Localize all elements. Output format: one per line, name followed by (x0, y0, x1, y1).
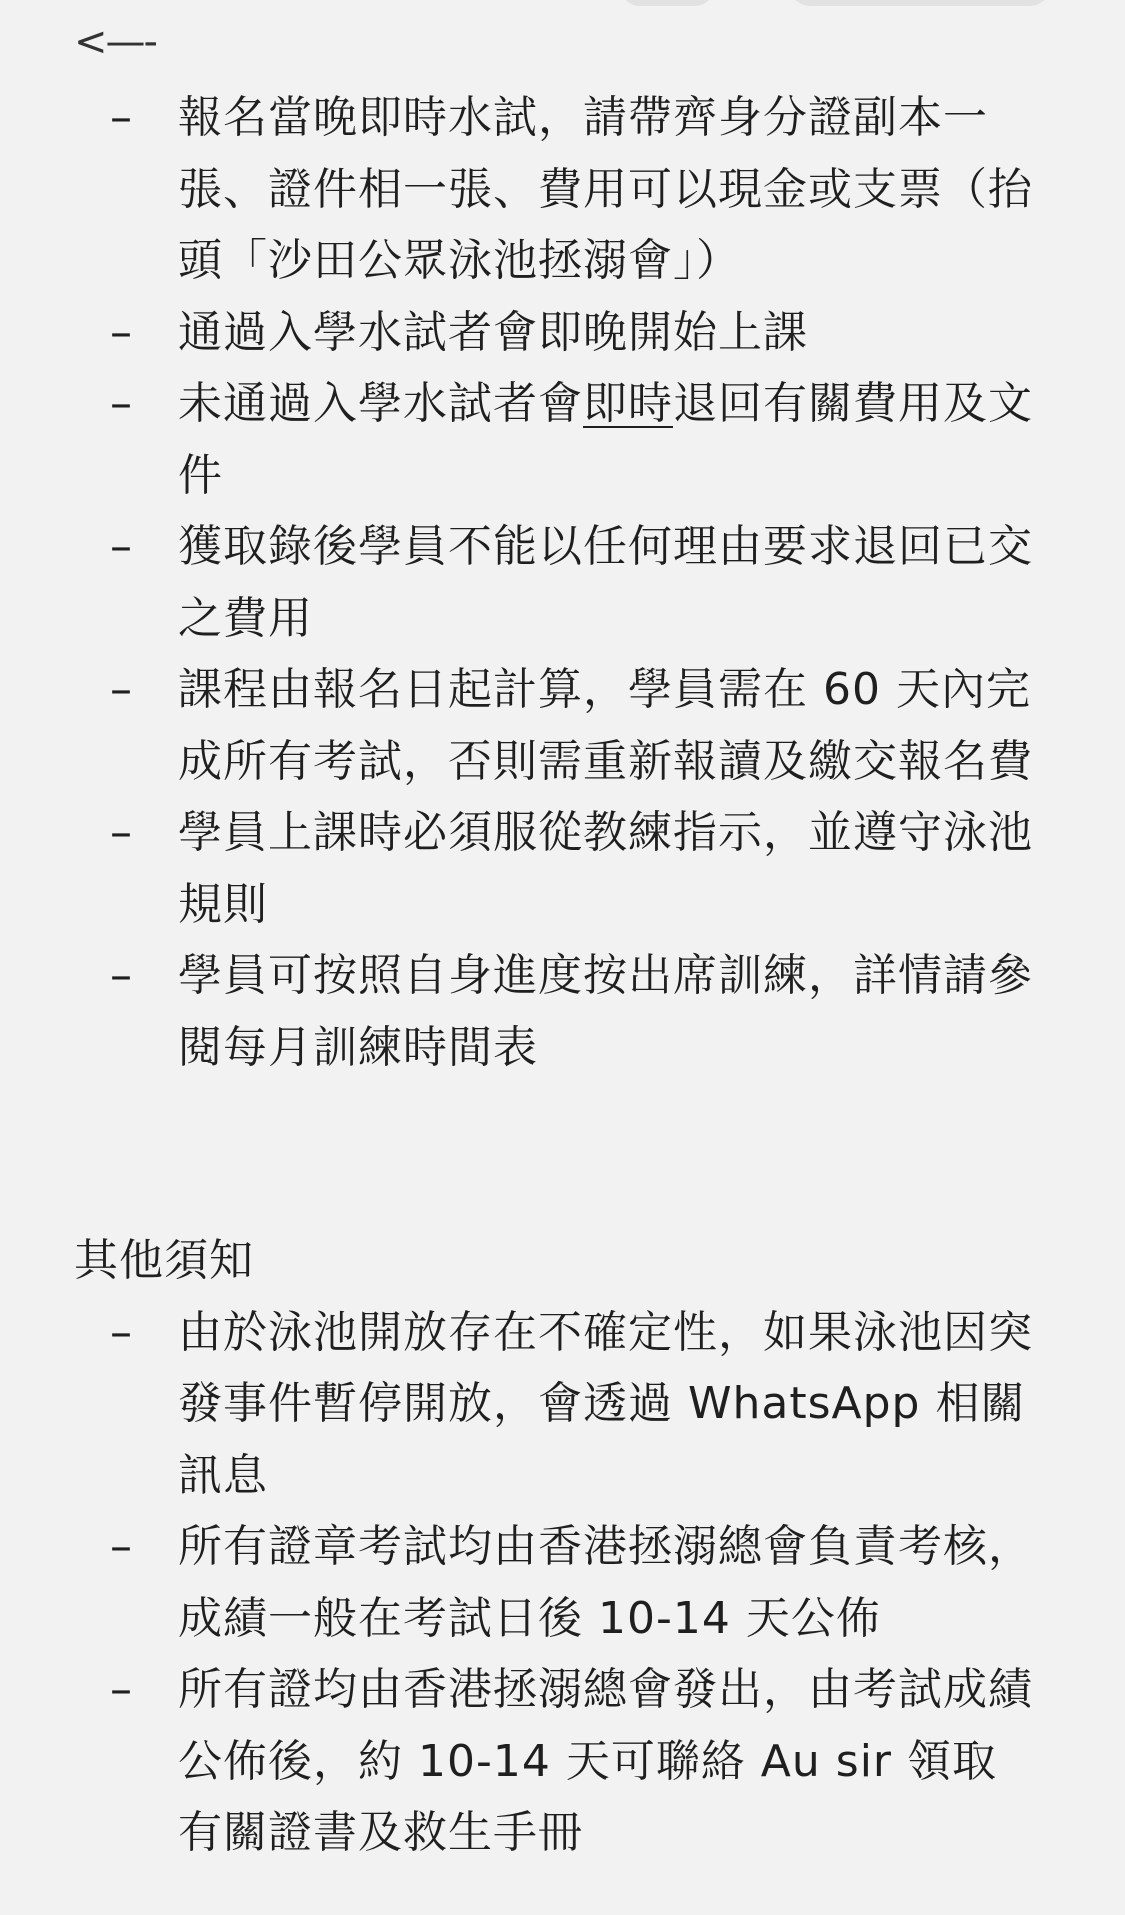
dash-bullet: – (110, 378, 133, 429)
collapse-arrow-icon[interactable]: <—- (74, 19, 156, 65)
dash-bullet: – (110, 521, 133, 572)
list-item-text: 學員上課時必須服從教練指示，並遵守泳池規則 (178, 807, 1033, 930)
blank-line (0, 1083, 1125, 1154)
dash-bullet: – (110, 1664, 133, 1715)
list-item (0, 1297, 1125, 1512)
list-item-text: 通過入學水試者會即晚開始上課 (178, 306, 808, 358)
list-item-text: 獲取錄後學員不能以任何理由要求退回已交之費用 (178, 521, 1033, 644)
dash-bullet: – (110, 1306, 133, 1358)
list-item (0, 940, 1125, 1083)
list-item (0, 654, 1125, 797)
list-item-text: 課程由報名日起計算，學員需在 60 天內完成所有考試，否則需重新報讀及繳交報名費 (178, 664, 1033, 787)
dash-bullet: – (110, 807, 133, 858)
list-item-text: 由於泳池開放存在不確定性，如果泳池因突發事件暫停開放，會透過 WhatsApp 相關訊息 (178, 1306, 1033, 1501)
list-item (0, 297, 1125, 369)
dash-bullet: – (110, 92, 133, 143)
dash-bullet: – (110, 664, 133, 715)
dash-bullet: – (110, 950, 133, 1001)
list-item (0, 368, 1125, 511)
dash-bullet: – (110, 306, 133, 358)
list-item-text: 報名當晚即時水試，請帶齊身分證副本一張、證件相一張、費用可以現金或支票（抬頭「沙田公眾泳池拯溺會」） (178, 92, 1033, 286)
top-bar-pill-left (620, 0, 715, 6)
list-item (0, 1511, 1125, 1654)
underlined-text: 即時 (583, 378, 673, 429)
top-bar-pill-right (790, 0, 1050, 6)
list-item (0, 797, 1125, 940)
note-content (0, 82, 1125, 1869)
list-item-text: 學員可按照自身進度按出席訓練，詳情請參閱每月訓練時間表 (178, 950, 1033, 1073)
section-title-other-notes: 其他須知 (74, 1235, 254, 1286)
blank-line (0, 1154, 1125, 1225)
list-item (0, 82, 1125, 297)
dash-bullet: – (110, 1521, 133, 1572)
list-item-text-before: 未通過入學水試者會 (178, 378, 583, 429)
enrollment-rules-list (0, 82, 1125, 1083)
other-notes-list (0, 1297, 1125, 1869)
list-item-text (178, 378, 1033, 501)
list-item-text: 所有證均由香港拯溺總會發出，由考試成績公佈後，約 10-14 天可聯絡 Au sir 領取有關證書及救生手冊 (178, 1664, 1033, 1858)
list-item (0, 1654, 1125, 1869)
list-item-text: 所有證章考試均由香港拯溺總會負責考核，成績一般在考試日後 10-14 天公佈 (178, 1521, 1033, 1644)
list-item (0, 511, 1125, 654)
list-item-text-after: 退回有關費用及文件 (178, 378, 1033, 501)
